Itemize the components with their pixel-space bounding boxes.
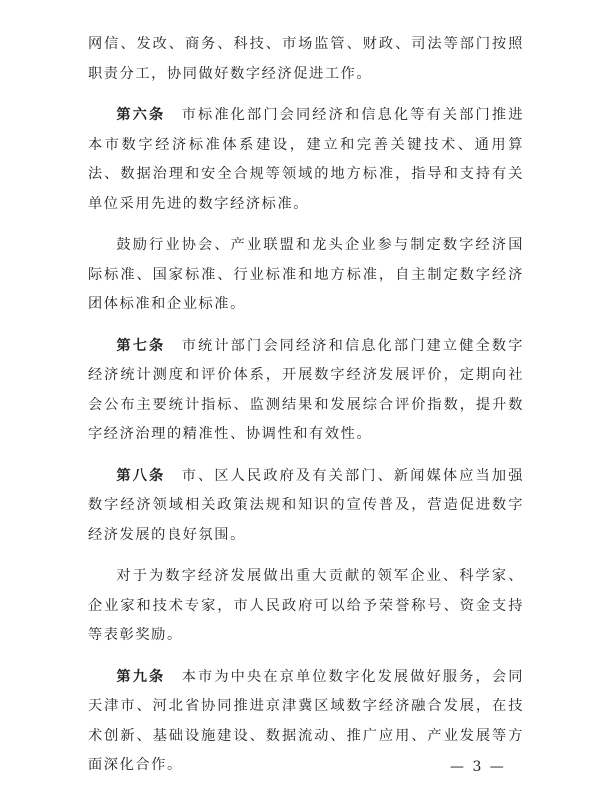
article-8-paragraph <box>88 462 524 551</box>
paragraph-text: 网信、发改、商务、科技、市场监管、财政、司法等部门按照职责分工，协同做好数字经济促进工作。 <box>88 36 524 82</box>
page-number: — 3 — <box>450 759 506 775</box>
paragraph-text: 鼓励行业协会、产业联盟和龙头企业参与制定数字经济国际标准、国家标准、行业标准和地方标准，自主制定数字经济团体标准和企业标准。 <box>88 237 524 312</box>
article-6-paragraph-2 <box>88 231 524 320</box>
paragraph-text: 市、区人民政府及有关部门、新闻媒体应当加强数字经济领域相关政策法规和知识的宣传普及，营造促进数字经济发展的良好氛围。 <box>88 467 524 543</box>
paragraph-continuation <box>88 30 524 89</box>
article-8-paragraph-2 <box>88 562 524 651</box>
paragraph-text: 市统计部门会同经济和信息化部门建立健全数字经济统计测度和评价体系，开展数字经济发展评价，定期向社会公布主要统计指标、监测结果和发展综合评价指数，提升数字经济治理的精准性、协调性和有效性。 <box>88 337 524 442</box>
paragraph-text: 对于为数字经济发展做出重大贡献的领军企业、科学家、企业家和技术专家，市人民政府可以给予荣誉称号、资金支持等表彰奖励。 <box>88 568 524 643</box>
paragraph-text: 本市为中央在京单位数字化发展做好服务，会同天津市、河北省协同推进京津冀区域数字经济融合发展，在技术创新、基础设施建设、数据流动、推广应用、产业发展等方面深化合作。 <box>88 668 524 773</box>
article-heading: 第九条 <box>116 668 166 685</box>
article-heading: 第七条 <box>116 337 166 354</box>
article-heading: 第八条 <box>116 467 166 484</box>
document-body <box>88 30 524 793</box>
article-heading: 第六条 <box>116 107 166 123</box>
article-6-paragraph <box>88 101 524 219</box>
paragraph-text: 市标准化部门会同经济和信息化等有关部门推进本市数字经济标准体系建设，建立和完善关键技术、通用算法、数据治理和安全合规等领域的地方标准，指导和支持有关单位采用先进的数字经济标准。 <box>88 107 524 212</box>
article-7-paragraph <box>88 332 524 450</box>
